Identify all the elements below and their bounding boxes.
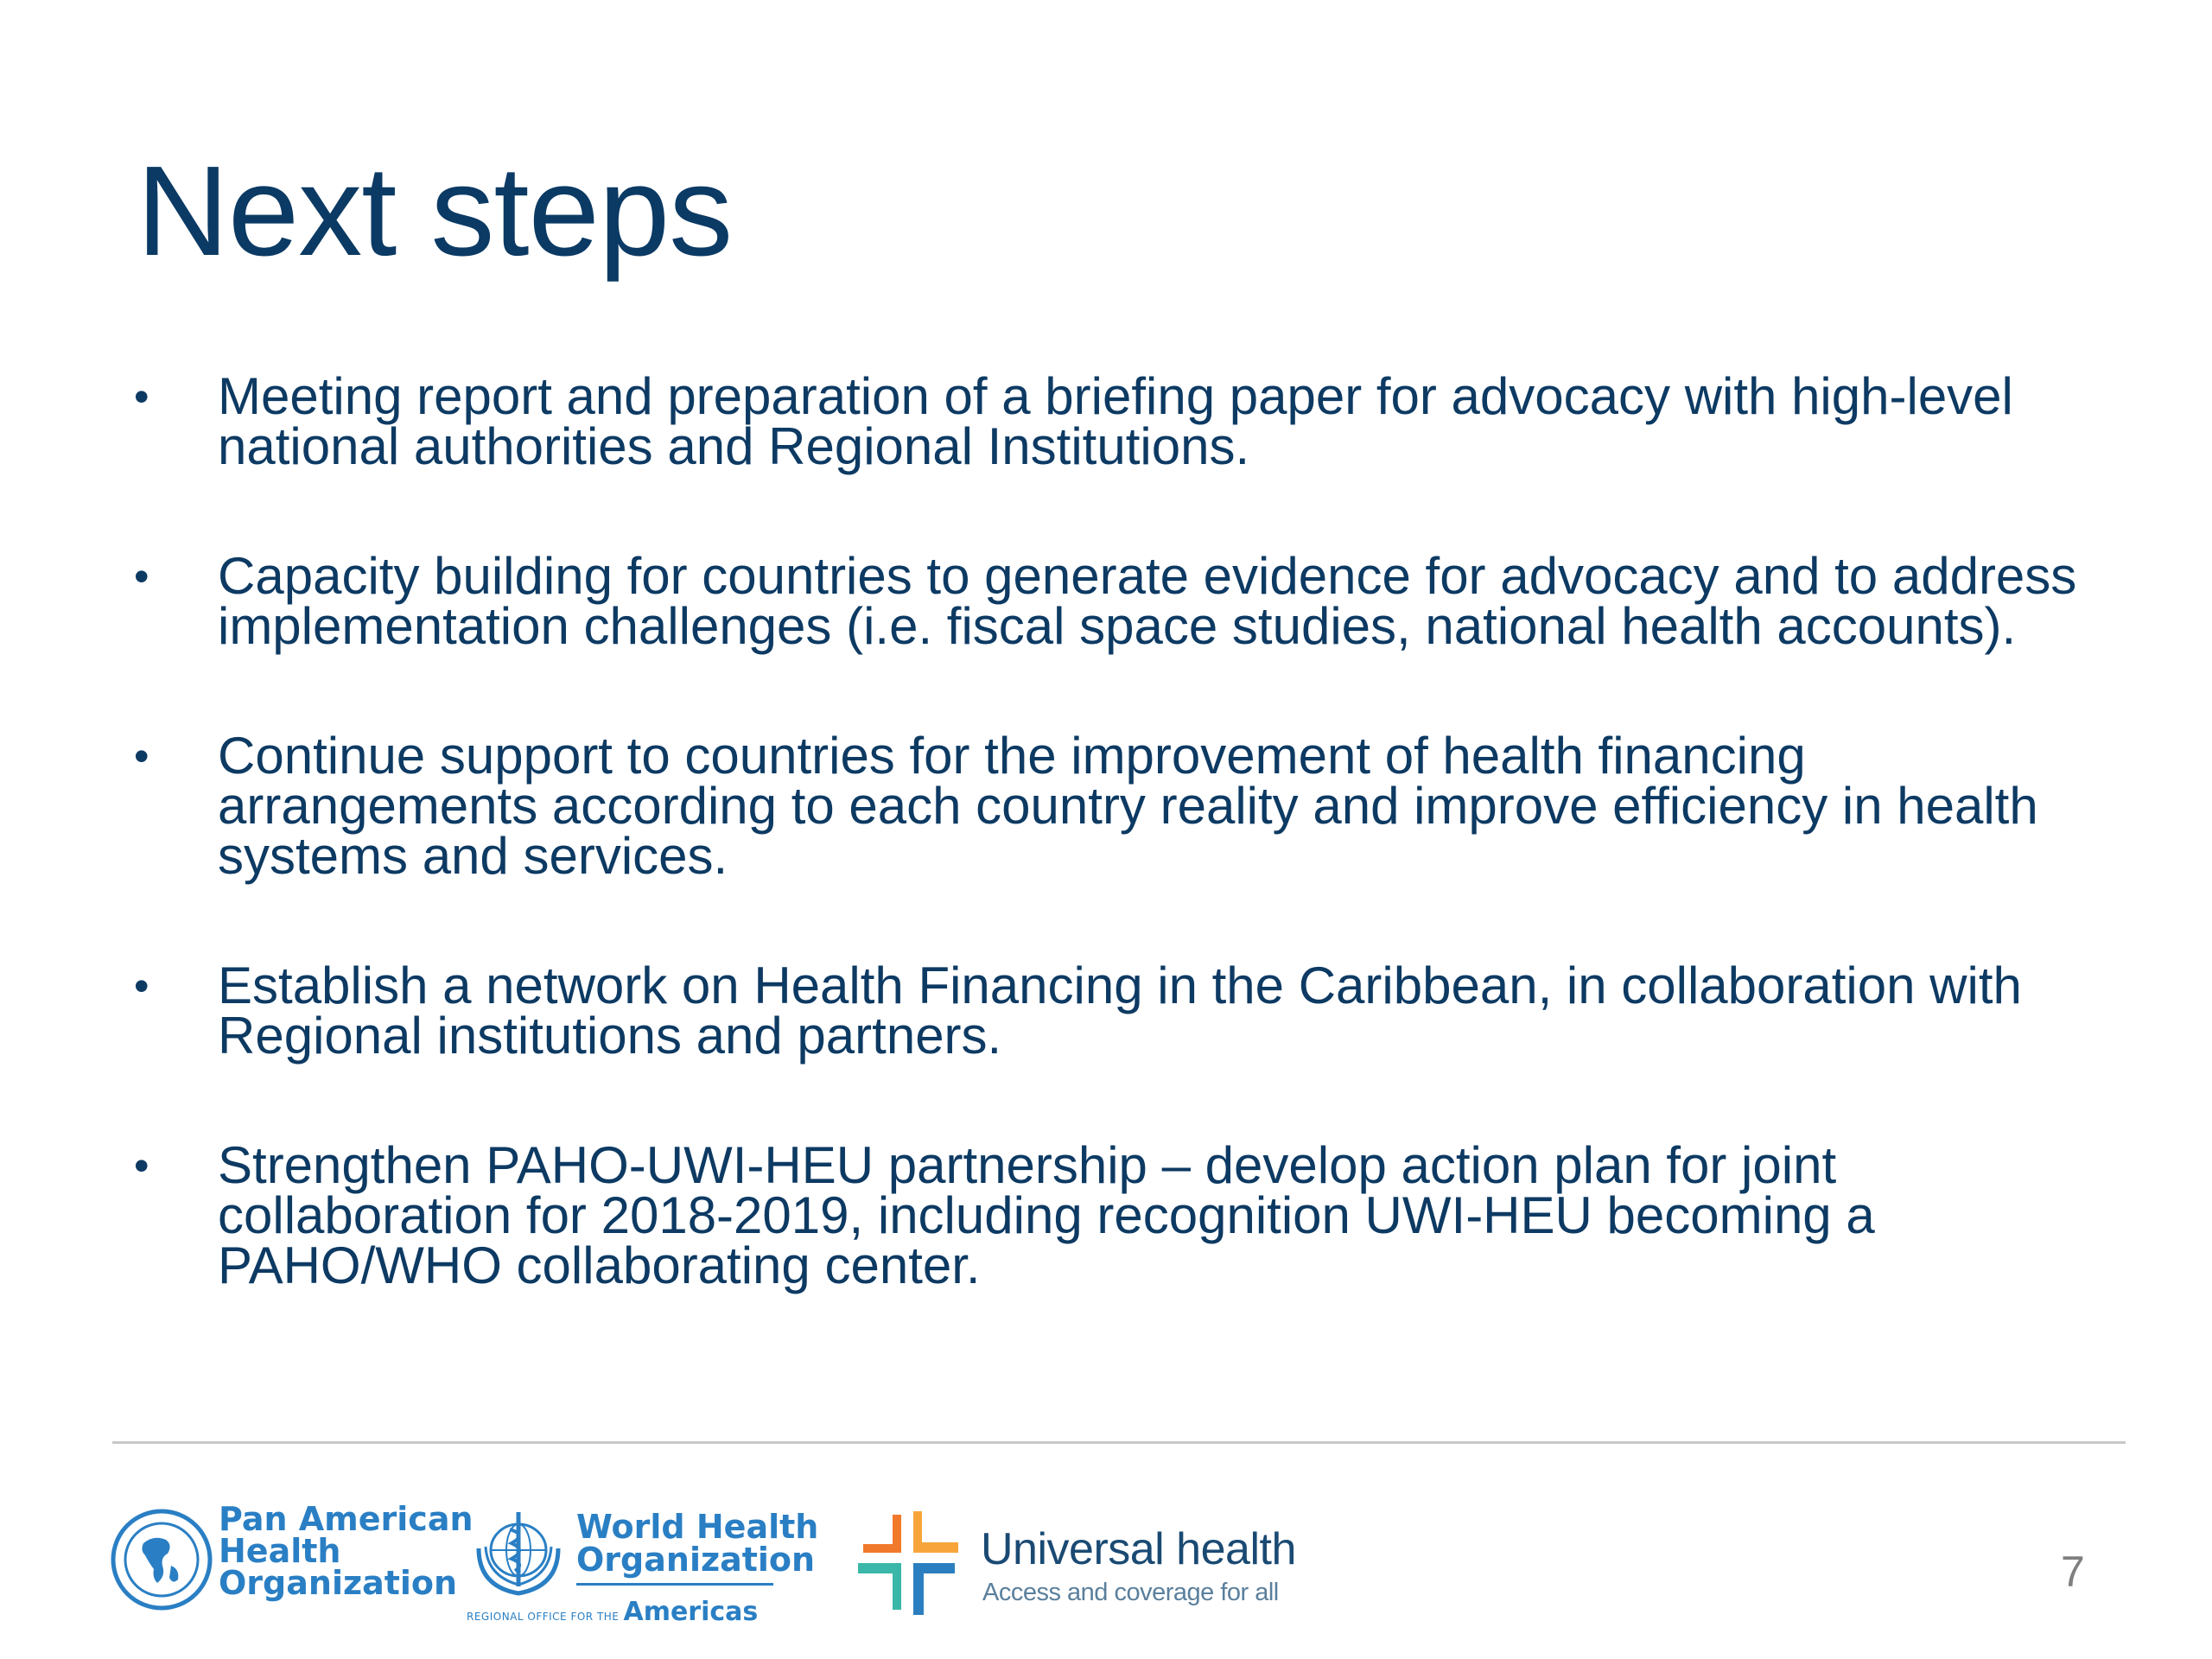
slide-title: Next steps xyxy=(137,140,733,283)
bullet-list xyxy=(130,367,2117,1370)
universal-health-subtitle: Access and coverage for all xyxy=(982,1579,1279,1606)
bullet-item xyxy=(130,1136,2117,1294)
universal-health-title: Universal health xyxy=(981,1524,1296,1574)
bullet-text: Strengthen PAHO-UWI-HEU partnership – develop action plan for joint collaboration for 2018-2019, including recognition UWI-HEU becoming a PAHO/WHO collaborating center. xyxy=(218,1136,1875,1294)
paho-line3: Organization xyxy=(219,1564,458,1602)
bullet-text: Establish a network on Health Financing in the Caribbean, in collaboration with Regional institutions and partners. xyxy=(218,957,2022,1065)
who-regional-office xyxy=(467,1597,758,1627)
paho-logo xyxy=(111,1500,474,1616)
who-line1: World Health xyxy=(576,1508,819,1546)
bullet-item xyxy=(130,547,2117,655)
bullet-text: Meeting report and preparation of a briefing paper for advocacy with high-level national authorities and Regional Institutions. xyxy=(218,367,2013,475)
who-emblem-icon xyxy=(467,1503,570,1599)
who-logo xyxy=(467,1503,819,1627)
bullet-marker: • xyxy=(134,1141,149,1190)
bullet-marker: • xyxy=(134,372,149,421)
bullet-marker: • xyxy=(134,732,149,780)
bullet-item xyxy=(130,957,2117,1065)
page-number: 7 xyxy=(2061,1548,2085,1596)
paho-line2: Health xyxy=(219,1532,341,1570)
who-underline xyxy=(576,1583,773,1586)
universal-health-cross-icon xyxy=(851,1508,968,1620)
paho-line1: Pan American xyxy=(219,1500,474,1538)
who-wordmark xyxy=(576,1508,819,1579)
paho-globe-emblem-icon xyxy=(111,1509,213,1611)
bullet-text: Capacity building for countries to generate evidence for advocacy and to address implementation challenges (i.e. fiscal space studies, national health accounts). xyxy=(218,547,2077,655)
paho-wordmark xyxy=(219,1500,474,1602)
bullet-item xyxy=(130,727,2117,885)
bullet-marker: • xyxy=(134,552,149,601)
footer-divider xyxy=(112,1441,2126,1444)
who-regional-label: REGIONAL OFFICE FOR THE xyxy=(467,1611,620,1623)
who-regional-name: Americas xyxy=(623,1597,759,1627)
bullet-marker: • xyxy=(134,962,149,1010)
who-line2: Organization xyxy=(576,1541,816,1579)
bullet-text: Continue support to countries for the improvement of health financing arrangements according to each country reality and improve efficiency in health systems and services. xyxy=(218,727,2038,885)
bullet-item xyxy=(130,367,2117,475)
universal-health-logo xyxy=(851,1508,1300,1620)
